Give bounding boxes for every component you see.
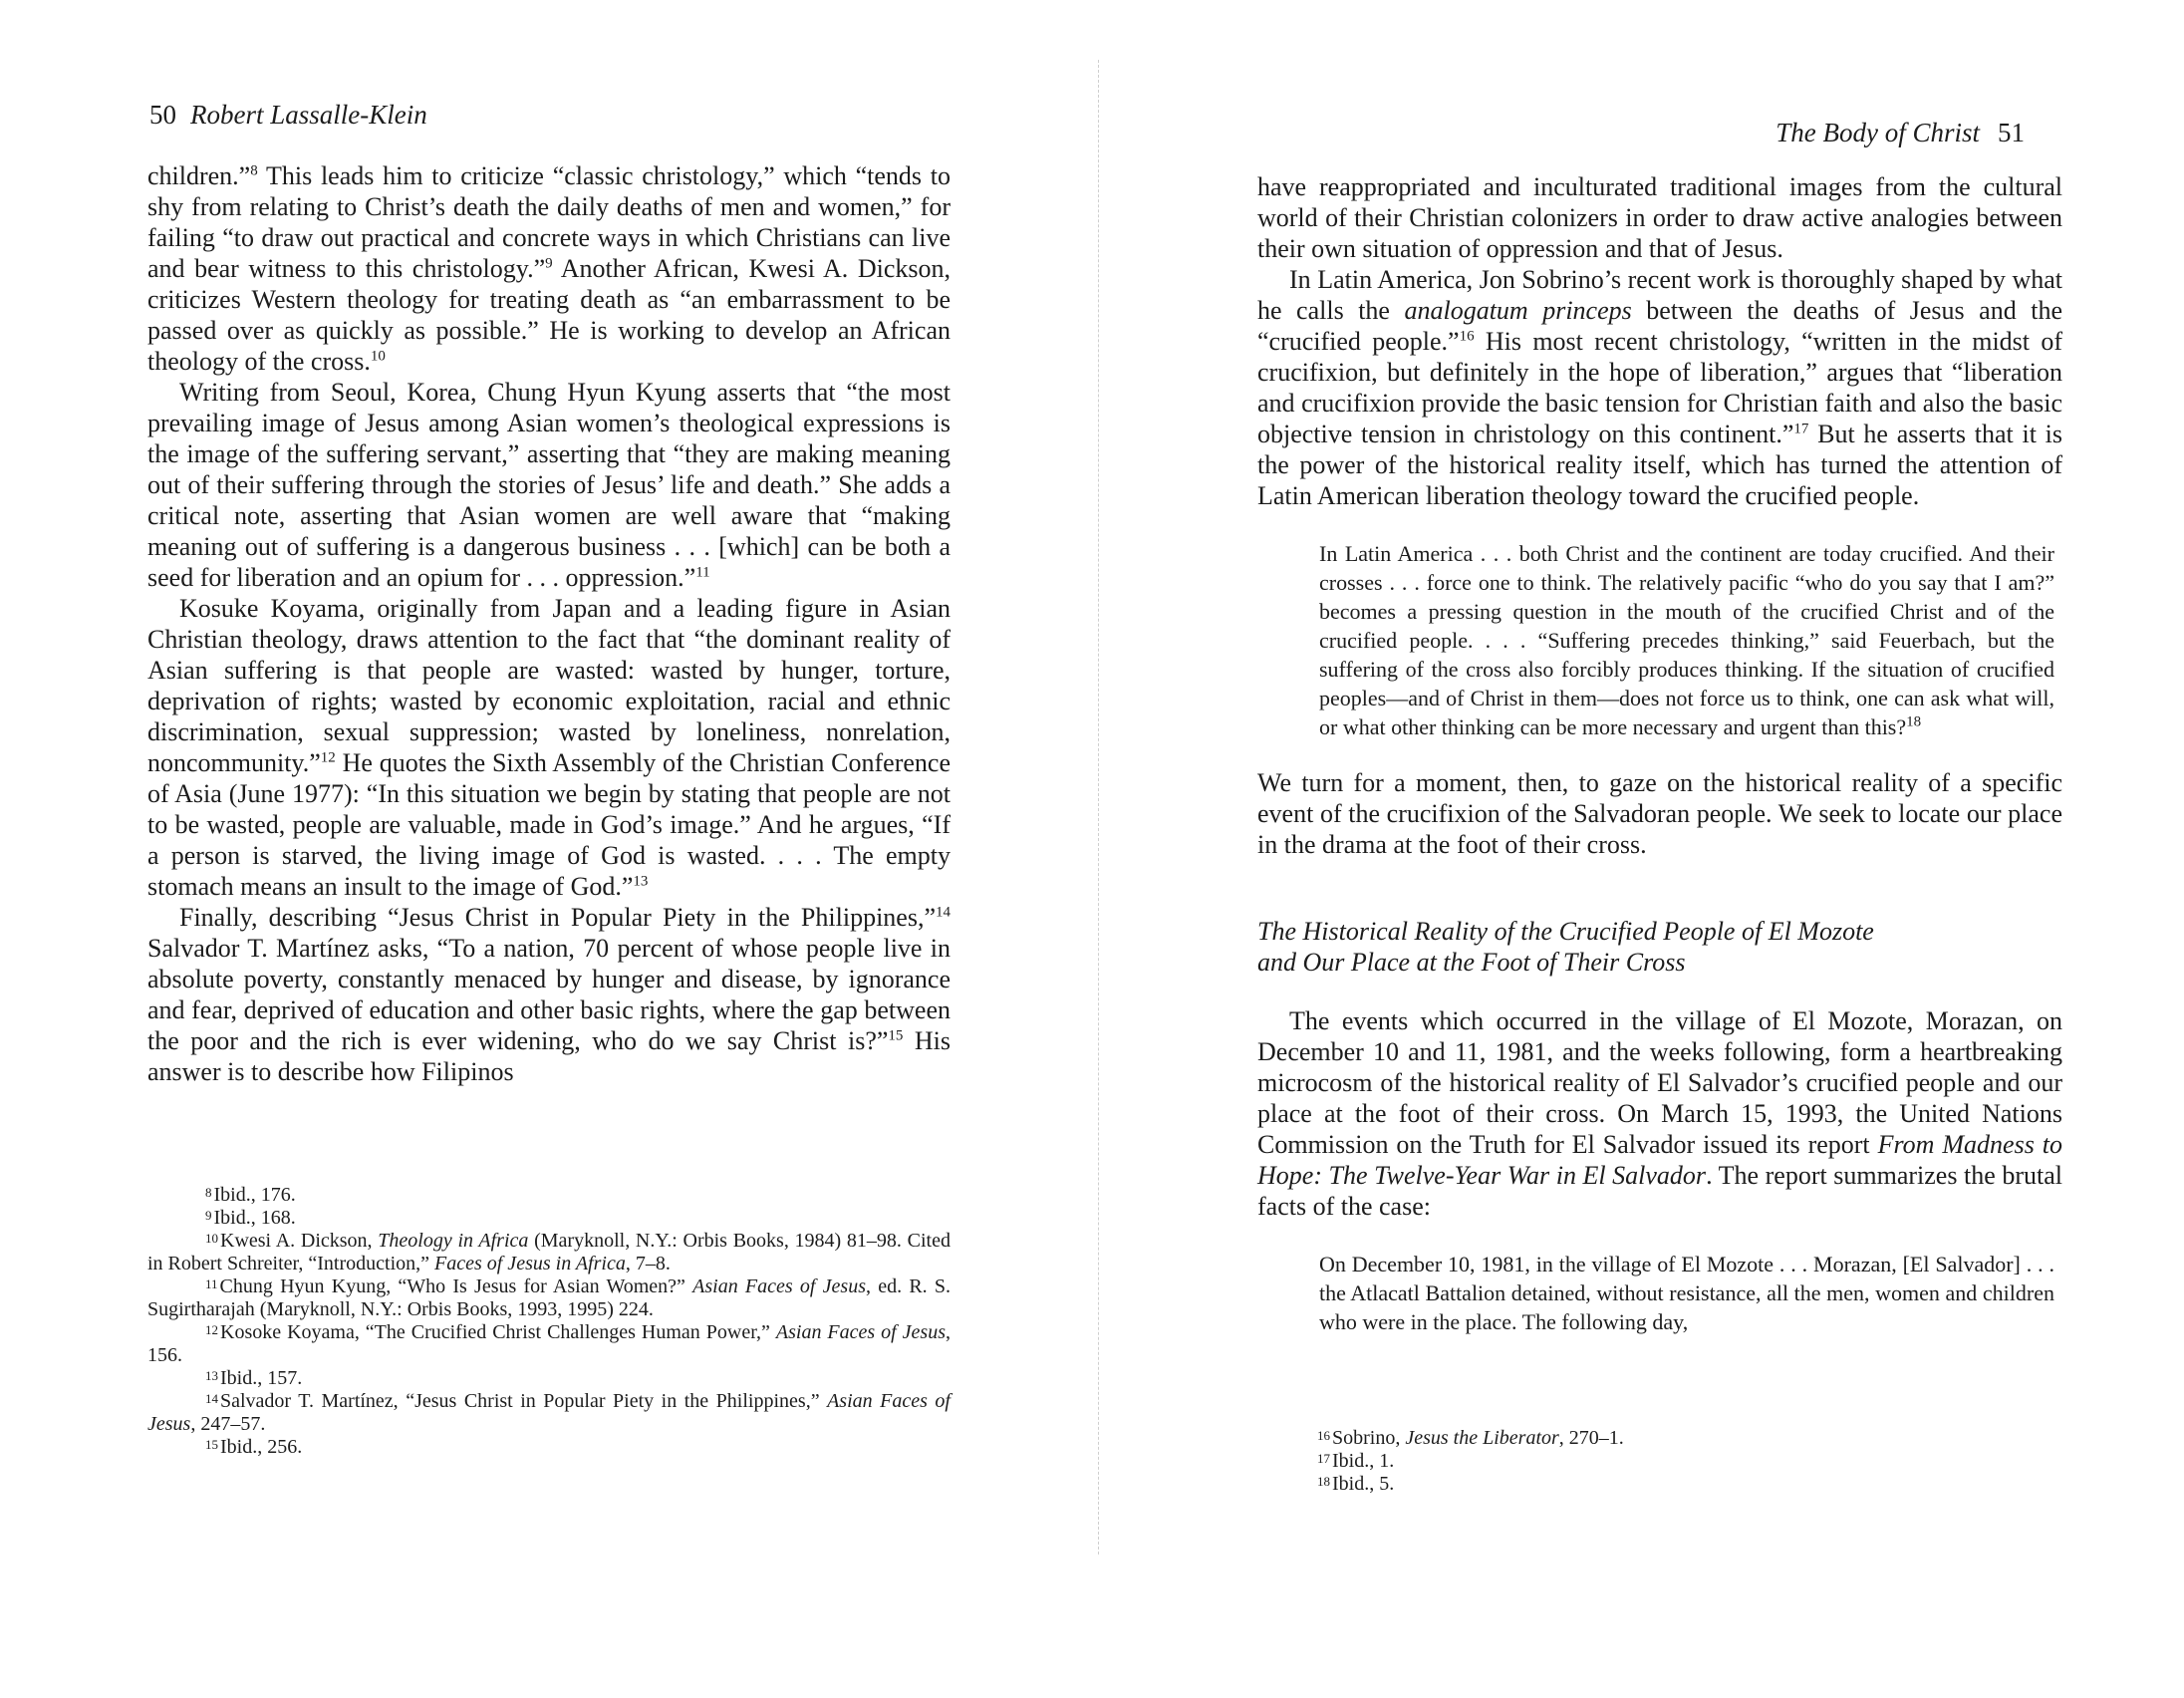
footnote: $^{15}$ Ibid., 256. <box>205 1436 303 1458</box>
footnote-marker: 10 <box>205 1231 218 1246</box>
footnote-reference: 17 <box>1793 421 1809 437</box>
page-number-right: 51 <box>1998 118 2025 147</box>
italic-title: Asian Faces of Jesus <box>147 1390 951 1435</box>
footnote-marker: 17 <box>1317 1451 1330 1466</box>
footnote-marker: 13 <box>205 1368 218 1383</box>
italic-title: Asian Faces of Jesus <box>692 1275 866 1297</box>
body-paragraph: We turn for a moment, then, to gaze on the historical reality of a specific event of the crucifixion of the Salvadoran people. We seek to locate our place in the drama at the foot of their cross. <box>1257 768 2062 859</box>
footnote-marker: 8 <box>205 1185 212 1200</box>
block-quote: On December 10, 1981, in the village of El Mozote . . . Morazan, [El Salvador] . . . the Atlacatl Battalion detained, without resistance, all the men, women and children who were in the place. The following day, <box>1319 1252 2054 1334</box>
footnote-reference: 9 <box>545 255 553 272</box>
section-heading-line: and Our Place at the Foot of Their Cross <box>1257 948 1686 977</box>
left-footnotes <box>147 1184 951 1459</box>
section-heading-line: The Historical Reality of the Crucified People of El Mozote <box>1257 917 1874 946</box>
footnote: $^{17}$ Ibid., 1. <box>1317 1450 1395 1472</box>
footnote-marker: 14 <box>205 1391 218 1406</box>
footnote-reference: 10 <box>370 348 386 365</box>
footnote: $^{13}$ Ibid., 157. <box>205 1367 303 1389</box>
footnote-marker: 15 <box>205 1437 218 1452</box>
page-number-left: 50 <box>149 100 176 130</box>
italic-title: Asian Faces of Jesus <box>775 1321 946 1343</box>
body-paragraph: The events which occurred in the village of El Mozote, Morazan, on December 10 and 11, 1981, and the weeks following, form a heartbreaking microcosm of the historical reality of El Salvador’s crucified people and our place at the foot of their cross. On March 15, 1993, the United Nations Commission on the Truth for El Salvador issued its report From Madness to Hope: The Twelve-Year War in El Salvador. The report summarizes the brutal facts of the case: <box>1257 1006 2062 1221</box>
footnote-marker: 12 <box>205 1322 218 1337</box>
author-running-head: Robert Lassalle-Klein <box>190 100 427 130</box>
right-page <box>1096 0 2184 1698</box>
italic-title: Theology in Africa <box>378 1230 529 1252</box>
footnote: $^9$ Ibid., 168. <box>205 1207 296 1229</box>
footnote: $^{16}$ Sobrino, Jesus the Liberator, 270–1. <box>1317 1427 1624 1449</box>
footnote-reference: 16 <box>1459 328 1475 345</box>
block-quote: In Latin America . . . both Christ and the continent are today crucified. And their crosses . . . force one to think. The relatively pacific “who do you say that I am?” becomes a pressing question in the mouth of the crucified Christ and of the crucified people. . . . “Suffering precedes thinking,” said Feuerbach, but the suffering of the cross also forcibly produces thinking. If the situation of crucified peoples—and of Christ in them—does not force us to think, one can ask what will, or what other thinking can be more necessary and urgent than this?$^{18}$ <box>1319 541 2054 739</box>
italic-title: analogatum princeps <box>1404 296 1632 325</box>
body-paragraph: have reappropriated and inculturated traditional images from the cultural world of their Christian colonizers in order to draw active analogies between their own situation of oppression and that of Jesus. <box>1257 172 2062 263</box>
right-running-head <box>1775 118 2025 148</box>
right-body-text <box>1257 171 2062 1336</box>
italic-title: Jesus the Liberator <box>1405 1427 1559 1449</box>
right-footnotes <box>1259 1427 2062 1496</box>
left-running-head <box>149 100 427 131</box>
body-paragraph: In Latin America, Jon Sobrino’s recent work is thoroughly shaped by what he calls the analogatum princeps between the deaths of Jesus and the “crucified people.”$^{16}$ His most recent christology, “written in the midst of crucifixion, but definitely in the hope of liberation,” argues that “liberation and crucifixion provide the basic tension for Christian faith and also the basic objective tension in christology on this continent.”$^{17}$ But he asserts that it is the power of the historical reality itself, which has turned the attention of Latin American liberation theology toward the crucified people. <box>1257 265 2063 510</box>
body-paragraph: Writing from Seoul, Korea, Chung Hyun Kyung asserts that “the most prevailing image of Jesus among Asian women’s theological expressions is the image of the suffering servant,” asserting that “they are making meaning out of their suffering through the stories of Jesus’ life and death.” She adds a critical note, asserting that Asian women are well aware that “making meaning out of suffering is a dangerous business . . . [which] can be both a seed for liberation and an opium for . . . oppression.”$^{11}$ <box>147 378 951 592</box>
footnote-marker: 18 <box>1317 1474 1330 1489</box>
chapter-running-head: The Body of Christ <box>1775 118 1980 147</box>
footnote-reference: 15 <box>888 1027 904 1044</box>
body-paragraph: Kosuke Koyama, originally from Japan and a leading figure in Asian Christian theology, draws attention to the fact that “the dominant reality of Asian suffering is that people are wasted: wasted by hunger, torture, deprivation of rights; wasted by economic exploitation, racial and ethnic discrimination, sexual suppression; wasted by loneliness, nonrelation, noncommunity.”$^{12}$ He quotes the Sixth Assembly of the Christian Conference of Asia (June 1977): “In this situation we begin by stating that people are not to be wasted, people are valuable, made in God’s image.” And he argues, “If a person is starved, the living image of God is wasted. . . . The empty stomach means an insult to the image of God.”$^{13}$ <box>147 594 951 901</box>
footnote-marker: 16 <box>1317 1428 1330 1443</box>
footnote: $^{14}$ Salvador T. Martínez, “Jesus Christ in Popular Piety in the Philippines,” Asian Faces of Jesus, 247–57. <box>147 1390 951 1435</box>
footnote: $^{18}$ Ibid., 5. <box>1317 1473 1395 1495</box>
footnote-reference: 14 <box>936 904 951 921</box>
footnote-reference: 11 <box>695 564 710 581</box>
footnote-marker: 11 <box>205 1276 218 1291</box>
footnote: $^{12}$ Kosoke Koyama, “The Crucified Christ Challenges Human Power,” Asian Faces of Jesus, 156. <box>147 1321 951 1366</box>
italic-title: From Madness to Hope: The Twelve-Year War in El Salvador <box>1257 1130 2062 1190</box>
footnote-marker: 9 <box>205 1208 212 1223</box>
footnote: $^8$ Ibid., 176. <box>205 1184 296 1206</box>
italic-title: Faces of Jesus in Africa <box>434 1253 626 1274</box>
footnote: $^{10}$ Kwesi A. Dickson, Theology in Africa (Maryknoll, N.Y.: Orbis Books, 1984) 81–98. Cited in Robert Schreiter, “Introduction,” Faces of Jesus in Africa, 7–8. <box>147 1230 951 1274</box>
footnote: $^{11}$ Chung Hyun Kyung, “Who Is Jesus for Asian Women?” Asian Faces of Jesus, ed. R. S. Sugirtharajah (Maryknoll, N.Y.: Orbis Books, 1993, 1995) 224. <box>147 1275 951 1320</box>
section-heading <box>1257 916 2062 978</box>
left-body-text <box>147 160 951 1087</box>
footnote-reference: 13 <box>633 873 649 890</box>
body-paragraph: children.”$^8$ This leads him to criticize “classic christology,” which “tends to shy from relating to Christ’s death the daily deaths of men and women,” for failing “to draw out practical and concrete ways in which Christians can live and bear witness to this christology.”$^9$ Another African, Kwesi A. Dickson, criticizes Western theology for treating death as “an embarrassment to be passed over as quickly as possible.” He is working to develop an African theology of the cross.$^{10}$ <box>147 161 951 376</box>
footnote-reference: 8 <box>250 162 258 179</box>
footnote-reference: 18 <box>1906 713 1922 730</box>
footnote-reference: 12 <box>320 749 336 766</box>
body-paragraph: Finally, describing “Jesus Christ in Popular Piety in the Philippines,”$^{14}$ Salvador T. Martínez asks, “To a nation, 70 percent of whose people live in absolute poverty, constantly menaced by hunger and disease, by ignorance and fear, deprived of education and other basic rights, where the gap between the poor and the rich is ever widening, who do we say Christ is?”$^{15}$ His answer is to describe how Filipinos <box>147 903 951 1086</box>
